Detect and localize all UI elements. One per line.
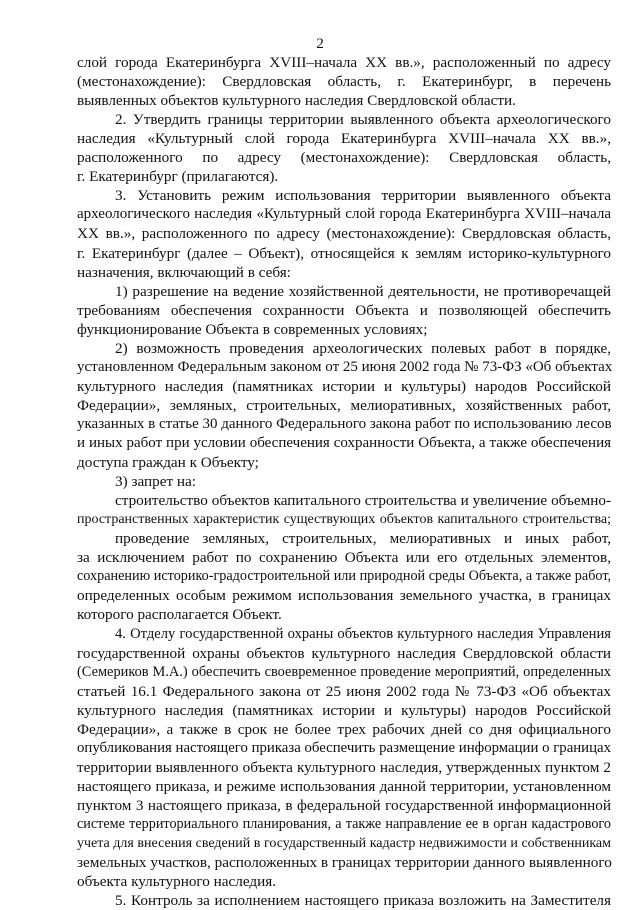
- text-line: опубликования настоящего приказа обеспечить размещение информации о границах: [77, 739, 611, 756]
- text-line: 3) запрет на:: [115, 473, 196, 491]
- text-line: функционирование Объекта в современных условиях;: [77, 320, 428, 338]
- text-line: требованиям обеспечения сохранности Объекта и позволяющей обеспечить: [77, 301, 611, 319]
- text-line: объекта культурного наследия.: [77, 873, 277, 891]
- text-line: наследия «Культурный слой города Екатеринбурга XVIII–начала XX вв.»,: [77, 130, 611, 148]
- text-line: статьей 16.1 Федерального закона от 25 июня 2002 года № 73-ФЗ «Об объектах: [77, 682, 611, 700]
- text-line: территории выявленного объекта культурного наследия, утвержденных пунктом 2: [77, 758, 611, 776]
- text-line: проведение земляных, строительных, мелиоративных и иных работ,: [115, 530, 611, 548]
- text-line: г. Екатеринбург (далее – Объект), относящейся к землям историко-культурного: [77, 244, 611, 262]
- text-line: доступа граждан к Объекту;: [77, 454, 259, 472]
- text-line: системе территориального планирования, а также направление ее в орган кадастрового: [77, 816, 611, 832]
- text-line: сохранению историко-градостроительной или природной среды Объекта, а также работ,: [77, 568, 611, 585]
- text-line: пространственных характеристик существующих объектов капитального строительства;: [77, 512, 611, 528]
- text-line: земельных участков, расположенных в границах территории данного выявленного: [77, 854, 612, 872]
- text-line: выявленных объектов культурного наследия Свердловской области.: [77, 92, 516, 110]
- text-line: Федерации», а также в срок не более трех рабочих дней со дня официального: [77, 720, 611, 738]
- text-line: определенных особым режимом использования земельного участка, в границах: [77, 587, 611, 605]
- text-line: которого располагается Объект.: [77, 606, 282, 624]
- text-line: расположенного по адресу (местонахождение): Свердловская область,: [77, 149, 611, 167]
- text-line: (местонахождение): Свердловская область, г. Екатеринбург, в перечень: [77, 73, 611, 91]
- text-line: назначения, включающий в себя:: [77, 263, 291, 281]
- text-line: (Семериков М.А.) обеспечить своевременное проведение мероприятий, определенных: [77, 663, 611, 680]
- text-line: настоящего приказа, и режиме использования данной территории, установленном: [77, 777, 611, 795]
- text-line: 2. Утвердить границы территории выявленного объекта археологического: [115, 111, 611, 129]
- text-line: культурного наследия (памятниках истории и культуры) народов Российской: [77, 377, 611, 395]
- page-number: 2: [316, 35, 324, 52]
- text-line: государственной охраны объектов культурного наследия Свердловской области: [77, 644, 611, 662]
- text-line: 4. Отделу государственной охраны объектов культурного наследия Управления: [115, 625, 611, 642]
- text-line: 5. Контроль за исполнением настоящего приказа возложить на Заместителя: [115, 892, 611, 910]
- text-line: учета для внесения сведений в государственный кадастр недвижимости и собственникам: [77, 836, 611, 852]
- text-line: установленном Федеральным законом от 25 июня 2002 года № 73-ФЗ «Об объектах: [77, 358, 613, 375]
- text-line: Федерации», земляных, строительных, мелиоративных, хозяйственных работ,: [77, 396, 611, 414]
- text-line: строительство объектов капитального строительства и увеличение объемно-: [115, 492, 611, 510]
- text-line: г. Екатеринбург (прилагаются).: [77, 168, 279, 186]
- text-line: указанных в статье 30 данного Федерального закона работ по использованию лесов: [77, 415, 612, 432]
- text-line: XX вв.», расположенного по адресу (местонахождение): Свердловская область,: [77, 225, 611, 243]
- text-line: 1) разрешение на ведение хозяйственной деятельности, не противоречащей: [115, 282, 611, 300]
- text-line: культурного наследия (памятниках истории и культуры) народов Российской: [77, 701, 611, 719]
- text-line: слой города Екатеринбурга XVIII–начала XX вв.», расположенный по адресу: [77, 54, 611, 71]
- text-line: пунктом 3 настоящего приказа, в федеральной государственной информационной: [77, 796, 611, 814]
- text-line: 3. Установить режим использования территории выявленного объекта: [115, 187, 611, 205]
- text-line: за исключением работ по сохранению Объекта или его отдельных элементов,: [77, 549, 611, 567]
- text-line: и иных работ при условии обеспечения сохранности Объекта, а также обеспечения: [77, 435, 611, 451]
- text-line: 2) возможность проведения археологических полевых работ в порядке,: [115, 339, 611, 357]
- text-line: археологического наследия «Культурный слой города Екатеринбурга XVIII–начала: [77, 206, 611, 223]
